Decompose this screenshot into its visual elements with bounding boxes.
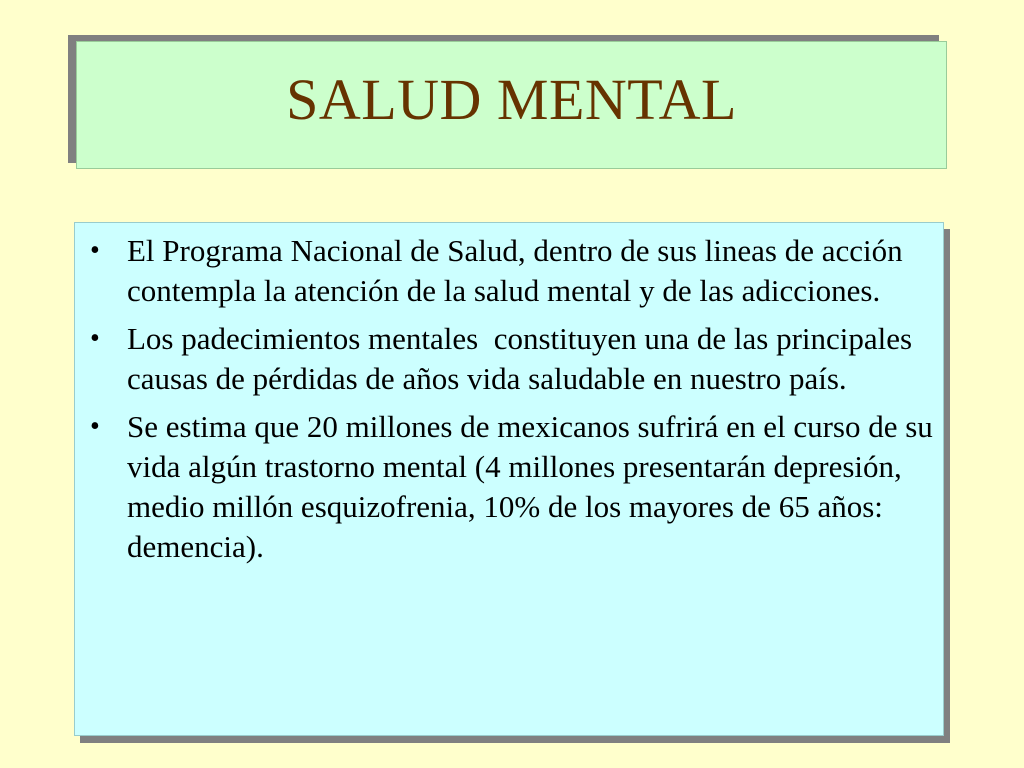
content-box bbox=[74, 222, 944, 736]
bullet-item bbox=[87, 319, 937, 399]
bullet-icon: • bbox=[90, 235, 100, 266]
bullet-text: El Programa Nacional de Salud, dentro de sus lineas de acción contempla la atención de la salud mental y de las adicciones. bbox=[127, 233, 903, 308]
bullet-item bbox=[87, 231, 937, 311]
bullet-icon: • bbox=[90, 323, 100, 354]
bullet-item bbox=[87, 407, 937, 567]
slide-title: SALUD MENTAL bbox=[286, 66, 737, 132]
bullet-text: Los padecimientos mentales constituyen una de las principales causas de pérdidas de años vida saludable en nuestro país. bbox=[127, 321, 920, 396]
bullet-text: Se estima que 20 millones de mexicanos sufrirá en el curso de su vida algún trastorno mental (4 millones presentarán depresión, medio millón esquizofrenia, 10% de los mayores de 65 años: demencia). bbox=[127, 409, 933, 564]
title-box bbox=[76, 41, 947, 169]
bullet-icon: • bbox=[90, 411, 100, 442]
bullet-list bbox=[87, 231, 937, 575]
